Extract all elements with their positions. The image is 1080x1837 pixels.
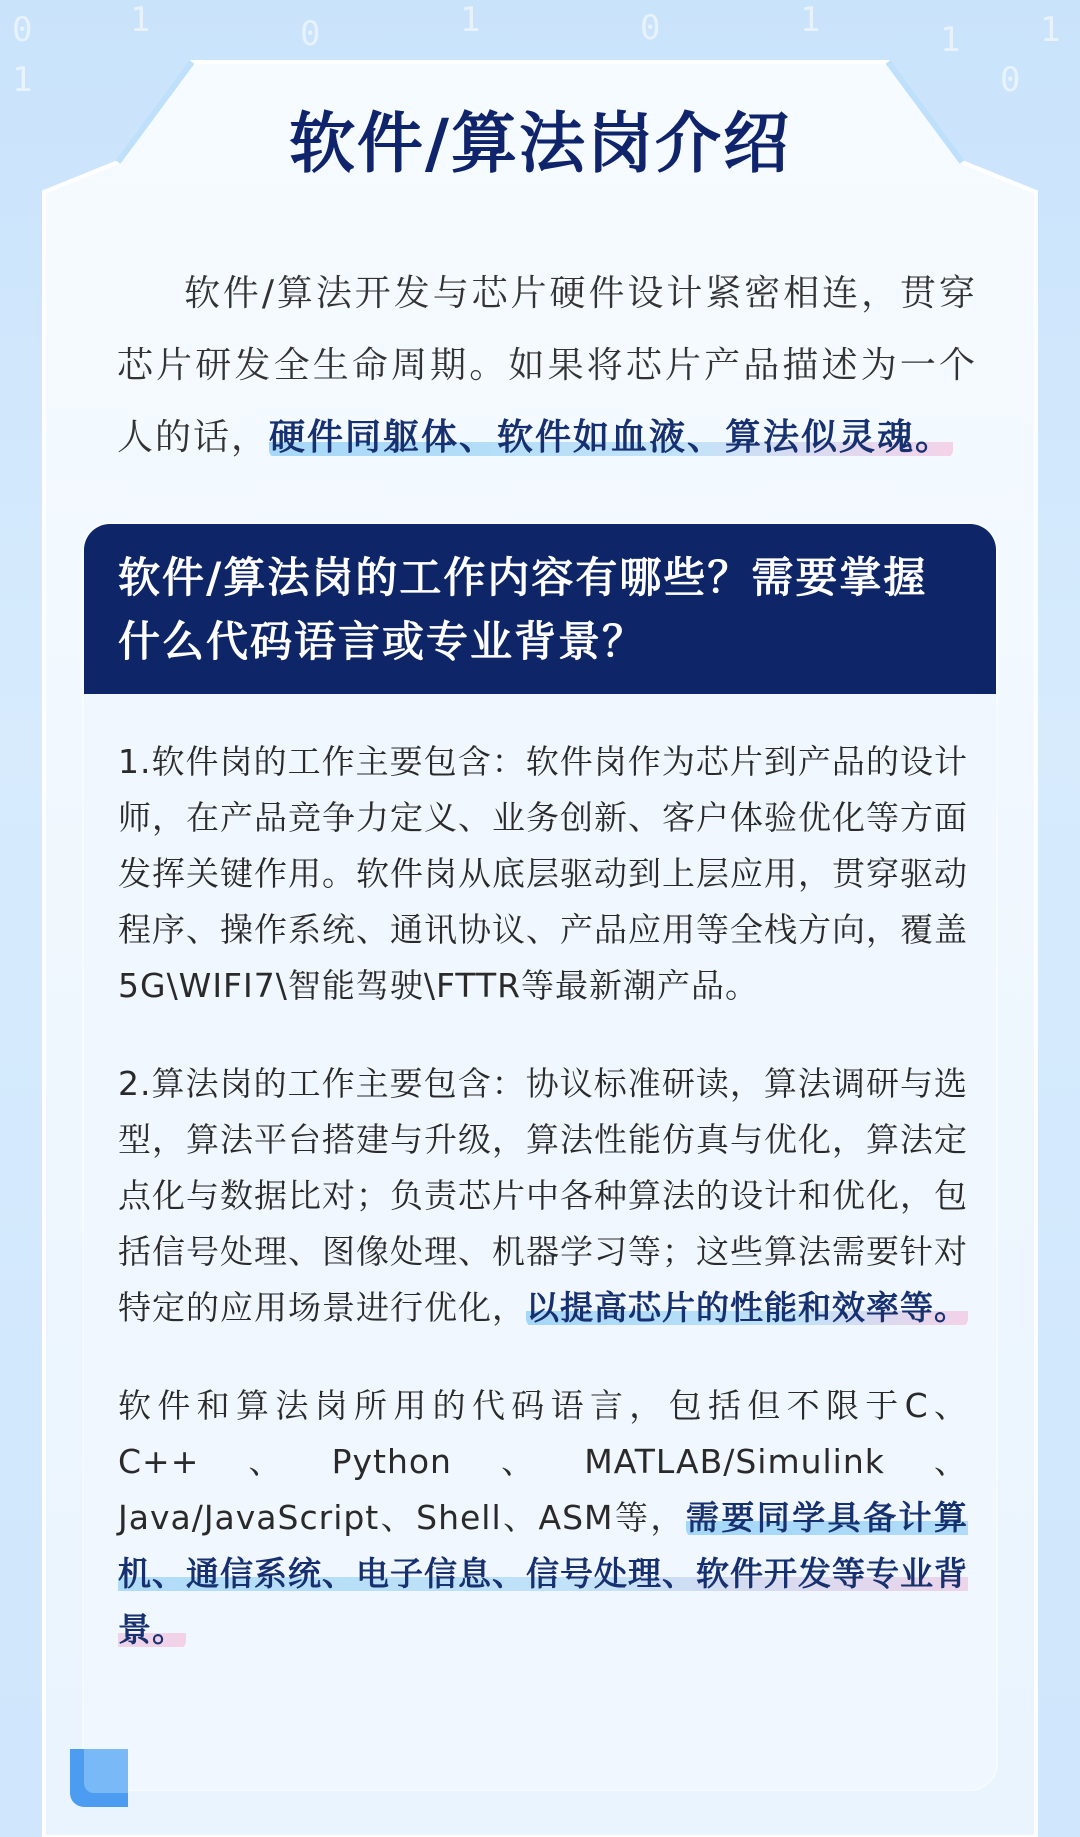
card-body [118, 734, 968, 1658]
content-card [84, 524, 996, 1789]
page-title: 软件/算法岗介绍 [288, 105, 792, 182]
intro-text: 软件/算法开发与芯片硬件设计紧密相连，贯穿芯片研发全生命周期。如果将芯片产品描述为一个人的话， [117, 273, 977, 458]
card-header-title: 软件/算法岗的工作内容有哪些？需要掌握什么代码语言或专业背景？ [118, 553, 928, 666]
background-binary-pattern: 0 1 1 0 1 0 1 1 0 1 [12, 0, 1061, 100]
algorithm-role-highlight: 以提高芯片的性能和效率等。 [526, 1288, 968, 1327]
languages-highlight: 需要同学具备计算机、通信系统、电子信息、信号处理、软件开发等专业背景。 [118, 1498, 968, 1649]
software-role-text: 1.软件岗的工作主要包含：软件岗作为芯片到产品的设计师，在产品竞争力定义、业务创新、客户体验优化等方面发挥关键作用。软件岗从底层驱动到上层应用，贯穿驱动程序、操作系统、通讯协议、产品应用等全栈方向，覆盖5G\WIFI7\智能驾驶\FTTR等最新潮产品。 [118, 742, 968, 1005]
languages-paragraph [118, 1378, 968, 1658]
intro-paragraph [117, 258, 977, 474]
algorithm-role-text: 2.算法岗的工作主要包含：协议标准研读，算法调研与选型，算法平台搭建与升级，算法性能仿真与优化，算法定点化与数据比对；负责芯片中各种算法的设计和优化，包括信号处理、图像处理、机器学习等；这些算法需要针对特定的应用场景进行优化， [118, 1064, 968, 1327]
software-role-paragraph [118, 734, 968, 1014]
languages-text: 软件和算法岗所用的代码语言，包括但不限于C、C++、Python、MATLAB/Simulink、Java/JavaScript、Shell、ASM等， [118, 1386, 968, 1537]
intro-highlight: 硬件同躯体、软件如血液、算法似灵魂。 [269, 417, 954, 458]
algorithm-role-paragraph [118, 1056, 968, 1336]
card-header [84, 524, 996, 694]
corner-decoration-inner [84, 1749, 128, 1793]
